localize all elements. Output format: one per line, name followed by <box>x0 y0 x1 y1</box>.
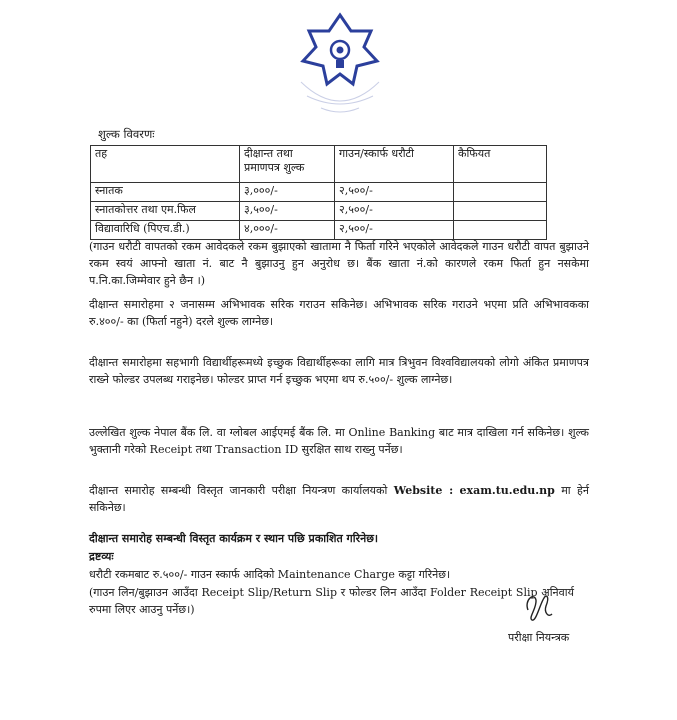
fee-table-header-row <box>91 146 547 183</box>
header-convocation-fee: दीक्षान्त तथा प्रमाणपत्र शुल्क <box>240 146 335 183</box>
table-row <box>91 183 547 202</box>
guardian-paragraph: दीक्षान्त समारोहमा २ जनासम्म अभिभावक सरिक गराउन सकिनेछ। अभिभावक सरिक गराउने भएमा प्रति अभिभावकका रु.४००/- का (फिर्ता नहुने) दरले शुल्क लाग्नेछ। <box>89 298 589 328</box>
website-paragraph <box>89 482 589 516</box>
cell-remarks <box>454 221 547 240</box>
folder-paragraph: दीक्षान्त समारोहमा सहभागी विद्यार्थीहरूमध्ये इच्छुक विद्यार्थीहरूका लागि मात्र त्रिभुवन विश्वविद्यालयको लोगो अंकित प्रमाणपत्र राख्ने फोल्डर उपलब्ध गराइनेछ। फोल्डर प्राप्त गर्न इच्छुक भएमा थप रु.५००/- शुल्क लाग्नेछ। <box>89 356 589 386</box>
table-row <box>91 221 547 240</box>
fee-details-heading: शुल्क विवरणः <box>98 127 155 141</box>
cell-level: विद्यावारिधि (पिएच.डी.) <box>91 221 240 240</box>
cell-level: स्नातक <box>91 183 240 202</box>
website-text-pre: दीक्षान्त समारोह सम्बन्धी विस्तृत जानकारी परीक्षा नियन्त्रण कार्यालयको <box>89 484 388 497</box>
note-maintenance: धरौटी रकमबाट रु.५००/- गाउन स्कार्फ आदिको Maintenance Charge कट्टा गरिनेछ। <box>89 568 451 581</box>
note-heading: द्रष्टव्यः <box>89 550 114 563</box>
cell-remarks <box>454 202 547 221</box>
fee-table <box>90 145 547 240</box>
cell-level: स्नातकोत्तर तथा एम.फिल <box>91 202 240 221</box>
note-receipt-slip: (गाउन लिन/बुझाउन आउँदा Receipt Slip/Return Slip र फोल्डर लिन आउँदा Folder Receipt Slip अनिवार्य रुपमा लिएर आउनु पर्नेछ।) <box>89 586 574 616</box>
cell-deposit: २,५००/- <box>335 221 454 240</box>
signature-mark <box>522 590 556 626</box>
cell-fee: ३,५००/- <box>240 202 335 221</box>
header-level: तह <box>91 146 240 183</box>
program-notice: दीक्षान्त समारोह सम्बन्धी विस्तृत कार्यक्रम र स्थान पछि प्रकाशित गरिनेछ। <box>89 532 379 545</box>
tu-seal-logo <box>291 12 389 122</box>
payment-paragraph: उल्लेखित शुल्क नेपाल बैंक लि. वा ग्लोबल आईएमई बैंक लि. मा Online Banking बाट मात्र दाखिला गर्न सकिनेछ। शुल्क भुक्तानी गरेको Receipt तथा Transaction ID सुरक्षित साथ राख्नु पर्नेछ। <box>89 426 589 456</box>
cell-fee: ३,०००/- <box>240 183 335 202</box>
cell-deposit: २,५००/- <box>335 202 454 221</box>
website-text-post: मा हेर्न सकिनेछ। <box>89 484 590 514</box>
gown-refund-paragraph: (गाउन धरौटी वापतको रकम आवेदकले रकम बुझाएको खातामा नै फिर्ता गरिने भएकोले आवेदकले गाउन धरौटी वापत बुझाउने रकम स्वयं आफ्नो खाता नं. बाट नै बुझाउनु हुन अनुरोध छ। बैंक खाता नं.को कारणले रकम फिर्ता हुन नसकेमा प.नि.का.जिम्मेवार हुने छैन ।) <box>89 240 589 287</box>
website-link[interactable]: exam.tu.edu.np <box>459 484 555 497</box>
cell-deposit: २,५००/- <box>335 183 454 202</box>
cell-fee: ४,०००/- <box>240 221 335 240</box>
website-label: Website : <box>393 484 454 497</box>
header-remarks: कैफियत <box>454 146 547 183</box>
cell-remarks <box>454 183 547 202</box>
signature-title: परीक्षा नियन्त्रक <box>508 631 570 644</box>
table-row <box>91 202 547 221</box>
header-gown-deposit: गाउन/स्कार्फ धरौटी <box>335 146 454 183</box>
